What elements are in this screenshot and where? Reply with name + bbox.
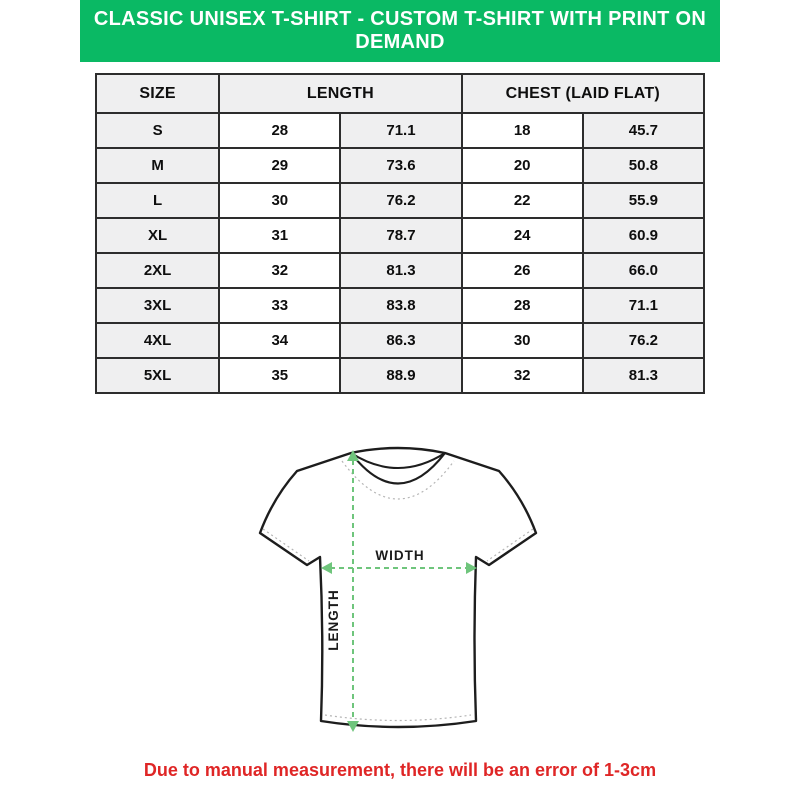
length-cm-cell: 78.7 bbox=[340, 218, 461, 253]
length-in-cell: 29 bbox=[219, 148, 340, 183]
title-banner bbox=[80, 0, 720, 62]
chest-cm-cell: 45.7 bbox=[583, 113, 704, 148]
chest-cm-cell: 55.9 bbox=[583, 183, 704, 218]
size-cell: S bbox=[96, 113, 219, 148]
length-in-cell: 28 bbox=[219, 113, 340, 148]
chest-in-cell: 30 bbox=[462, 323, 583, 358]
column-header-length: LENGTH bbox=[219, 74, 461, 113]
width-label: WIDTH bbox=[375, 548, 425, 563]
chest-cm-cell: 76.2 bbox=[583, 323, 704, 358]
length-cm-cell: 71.1 bbox=[340, 113, 461, 148]
length-cm-cell: 73.6 bbox=[340, 148, 461, 183]
length-in-cell: 34 bbox=[219, 323, 340, 358]
chest-cm-cell: 50.8 bbox=[583, 148, 704, 183]
chest-in-cell: 26 bbox=[462, 253, 583, 288]
length-cm-cell: 83.8 bbox=[340, 288, 461, 323]
size-cell: 3XL bbox=[96, 288, 219, 323]
table-row bbox=[96, 358, 704, 393]
chest-in-cell: 32 bbox=[462, 358, 583, 393]
table-row bbox=[96, 183, 704, 218]
length-cm-cell: 88.9 bbox=[340, 358, 461, 393]
column-header-chest: CHEST (LAID FLAT) bbox=[462, 74, 704, 113]
table-row bbox=[96, 113, 704, 148]
chest-cm-cell: 81.3 bbox=[583, 358, 704, 393]
table-row bbox=[96, 218, 704, 253]
table-header-row bbox=[96, 74, 704, 113]
length-label: LENGTH bbox=[326, 589, 341, 651]
column-header-size: SIZE bbox=[96, 74, 219, 113]
length-cm-cell: 86.3 bbox=[340, 323, 461, 358]
chest-cm-cell: 71.1 bbox=[583, 288, 704, 323]
chest-in-cell: 20 bbox=[462, 148, 583, 183]
length-cm-cell: 76.2 bbox=[340, 183, 461, 218]
length-in-cell: 33 bbox=[219, 288, 340, 323]
length-in-cell: 30 bbox=[219, 183, 340, 218]
size-cell: M bbox=[96, 148, 219, 183]
table-row bbox=[96, 288, 704, 323]
length-cm-cell: 81.3 bbox=[340, 253, 461, 288]
length-in-cell: 35 bbox=[219, 358, 340, 393]
length-in-cell: 31 bbox=[219, 218, 340, 253]
size-cell: 5XL bbox=[96, 358, 219, 393]
size-cell: 4XL bbox=[96, 323, 219, 358]
chest-in-cell: 18 bbox=[462, 113, 583, 148]
tshirt-measurement-diagram bbox=[240, 430, 560, 750]
tshirt-diagram-svg bbox=[240, 430, 560, 750]
page-title: CLASSIC UNISEX T-SHIRT - CUSTOM T-SHIRT WITH PRINT ON DEMAND bbox=[93, 8, 707, 53]
size-chart-table bbox=[95, 73, 705, 394]
chest-cm-cell: 60.9 bbox=[583, 218, 704, 253]
table-row bbox=[96, 323, 704, 358]
chest-in-cell: 28 bbox=[462, 288, 583, 323]
length-in-cell: 32 bbox=[219, 253, 340, 288]
tshirt-outline bbox=[260, 448, 536, 727]
size-cell: 2XL bbox=[96, 253, 219, 288]
size-cell: XL bbox=[96, 218, 219, 253]
size-cell: L bbox=[96, 183, 219, 218]
chest-in-cell: 24 bbox=[462, 218, 583, 253]
chest-cm-cell: 66.0 bbox=[583, 253, 704, 288]
measurement-disclaimer: Due to manual measurement, there will be an error of 1-3cm bbox=[143, 760, 657, 780]
table-row bbox=[96, 148, 704, 183]
table-row bbox=[96, 253, 704, 288]
chest-in-cell: 22 bbox=[462, 183, 583, 218]
